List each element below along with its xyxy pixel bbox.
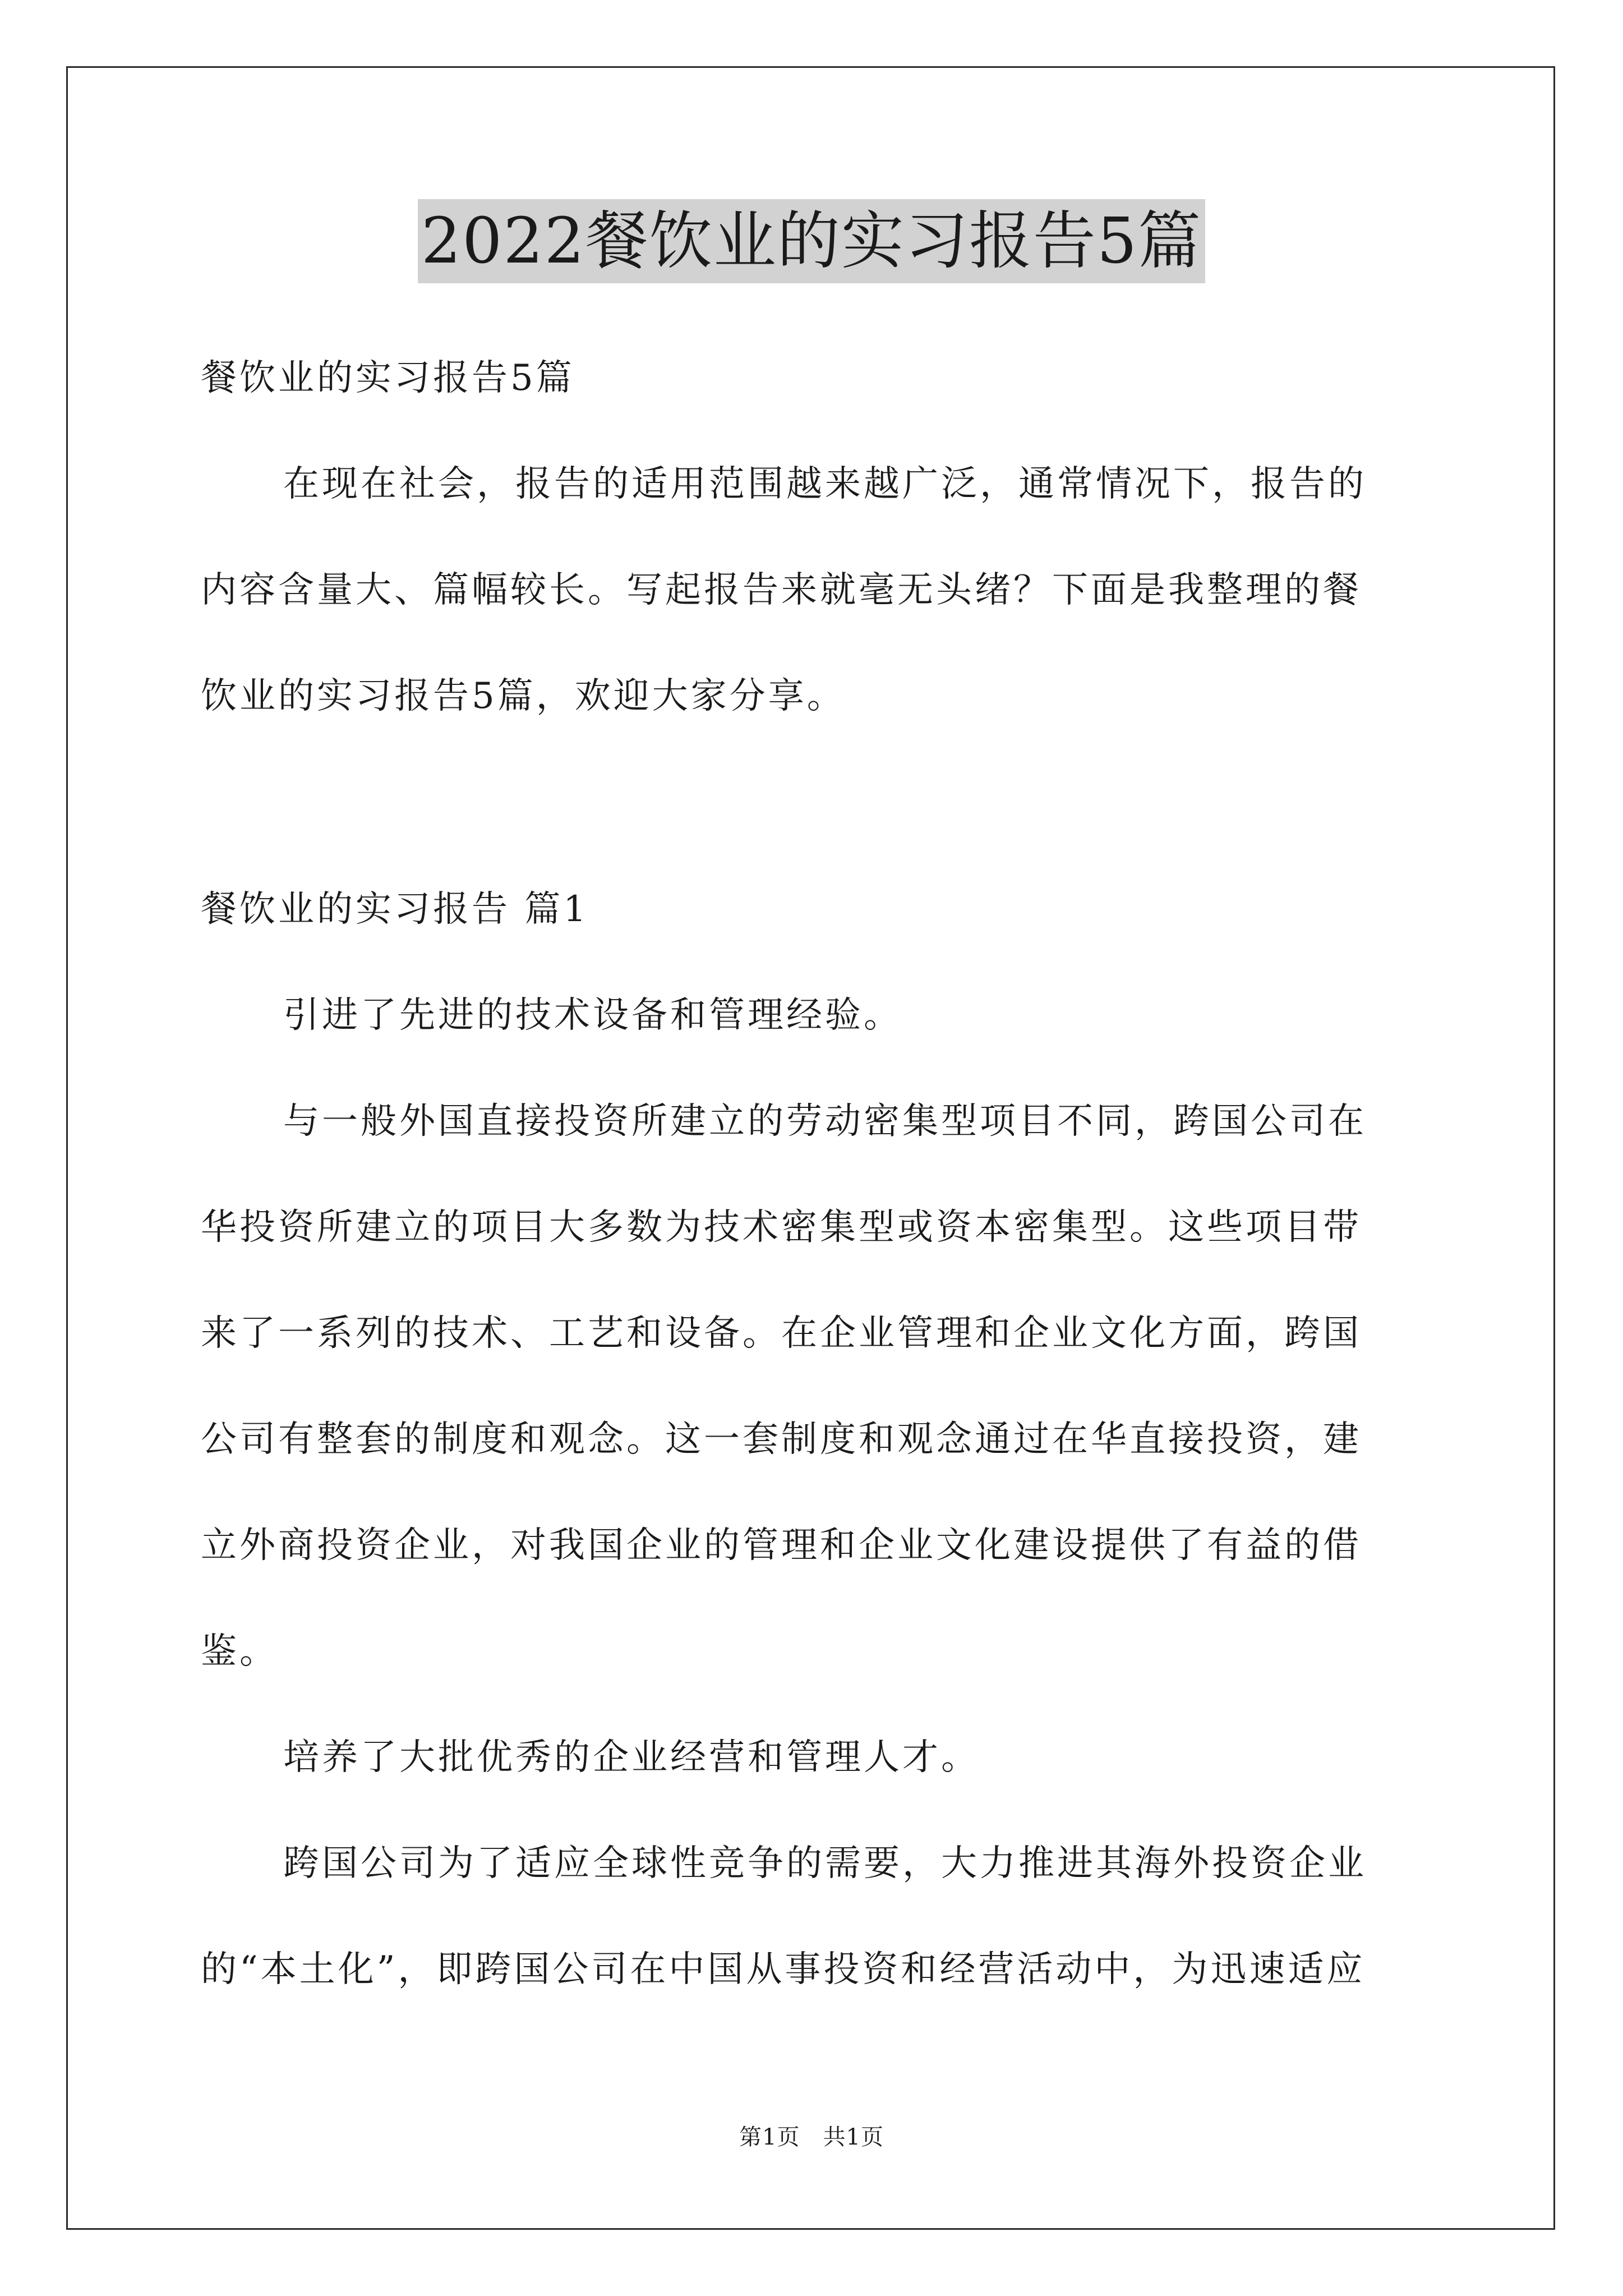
- paragraph-line: 鉴。: [201, 1631, 278, 1672]
- paragraph-line: 与一般外国直接投资所建立的劳动密集型项目不同，跨国公司在: [283, 1101, 1367, 1142]
- section-heading: 餐饮业的实习报告 篇1: [201, 889, 589, 930]
- subtitle-line: 餐饮业的实习报告5篇: [201, 357, 575, 399]
- paragraph-line: 华投资所建立的项目大多数为技术密集型或资本密集型。这些项目带: [201, 1207, 1362, 1248]
- paragraph-line: 引进了先进的技术设备和管理经验。: [283, 995, 902, 1036]
- paragraph-line: 公司有整套的制度和观念。这一套制度和观念通过在华直接投资，建: [201, 1419, 1362, 1460]
- paragraph-line: 立外商投资企业，对我国企业的管理和企业文化建设提供了有益的借: [201, 1525, 1362, 1566]
- intro-line-3: 饮业的实习报告5篇，欢迎大家分享。: [201, 675, 846, 717]
- paragraph-line: 培养了大批优秀的企业经营和管理人才。: [283, 1737, 980, 1778]
- document-title: 2022餐饮业的实习报告5篇: [418, 199, 1205, 283]
- paragraph-line: 的“本土化”，即跨国公司在中国从事投资和经营活动中，为迅速适应: [201, 1949, 1366, 1990]
- page-number-footer: 第1页 共1页: [739, 2124, 884, 2150]
- paragraph-line: 跨国公司为了适应全球性竞争的需要，大力推进其海外投资企业: [283, 1843, 1367, 1884]
- intro-line-1: 在现在社会，报告的适用范围越来越广泛，通常情况下，报告的: [283, 463, 1367, 505]
- paragraph-line: 来了一系列的技术、工艺和设备。在企业管理和企业文化方面，跨国: [201, 1313, 1362, 1354]
- title-block: [0, 199, 1623, 283]
- intro-line-2: 内容含量大、篇幅较长。写起报告来就毫无头绪？下面是我整理的餐: [201, 569, 1362, 611]
